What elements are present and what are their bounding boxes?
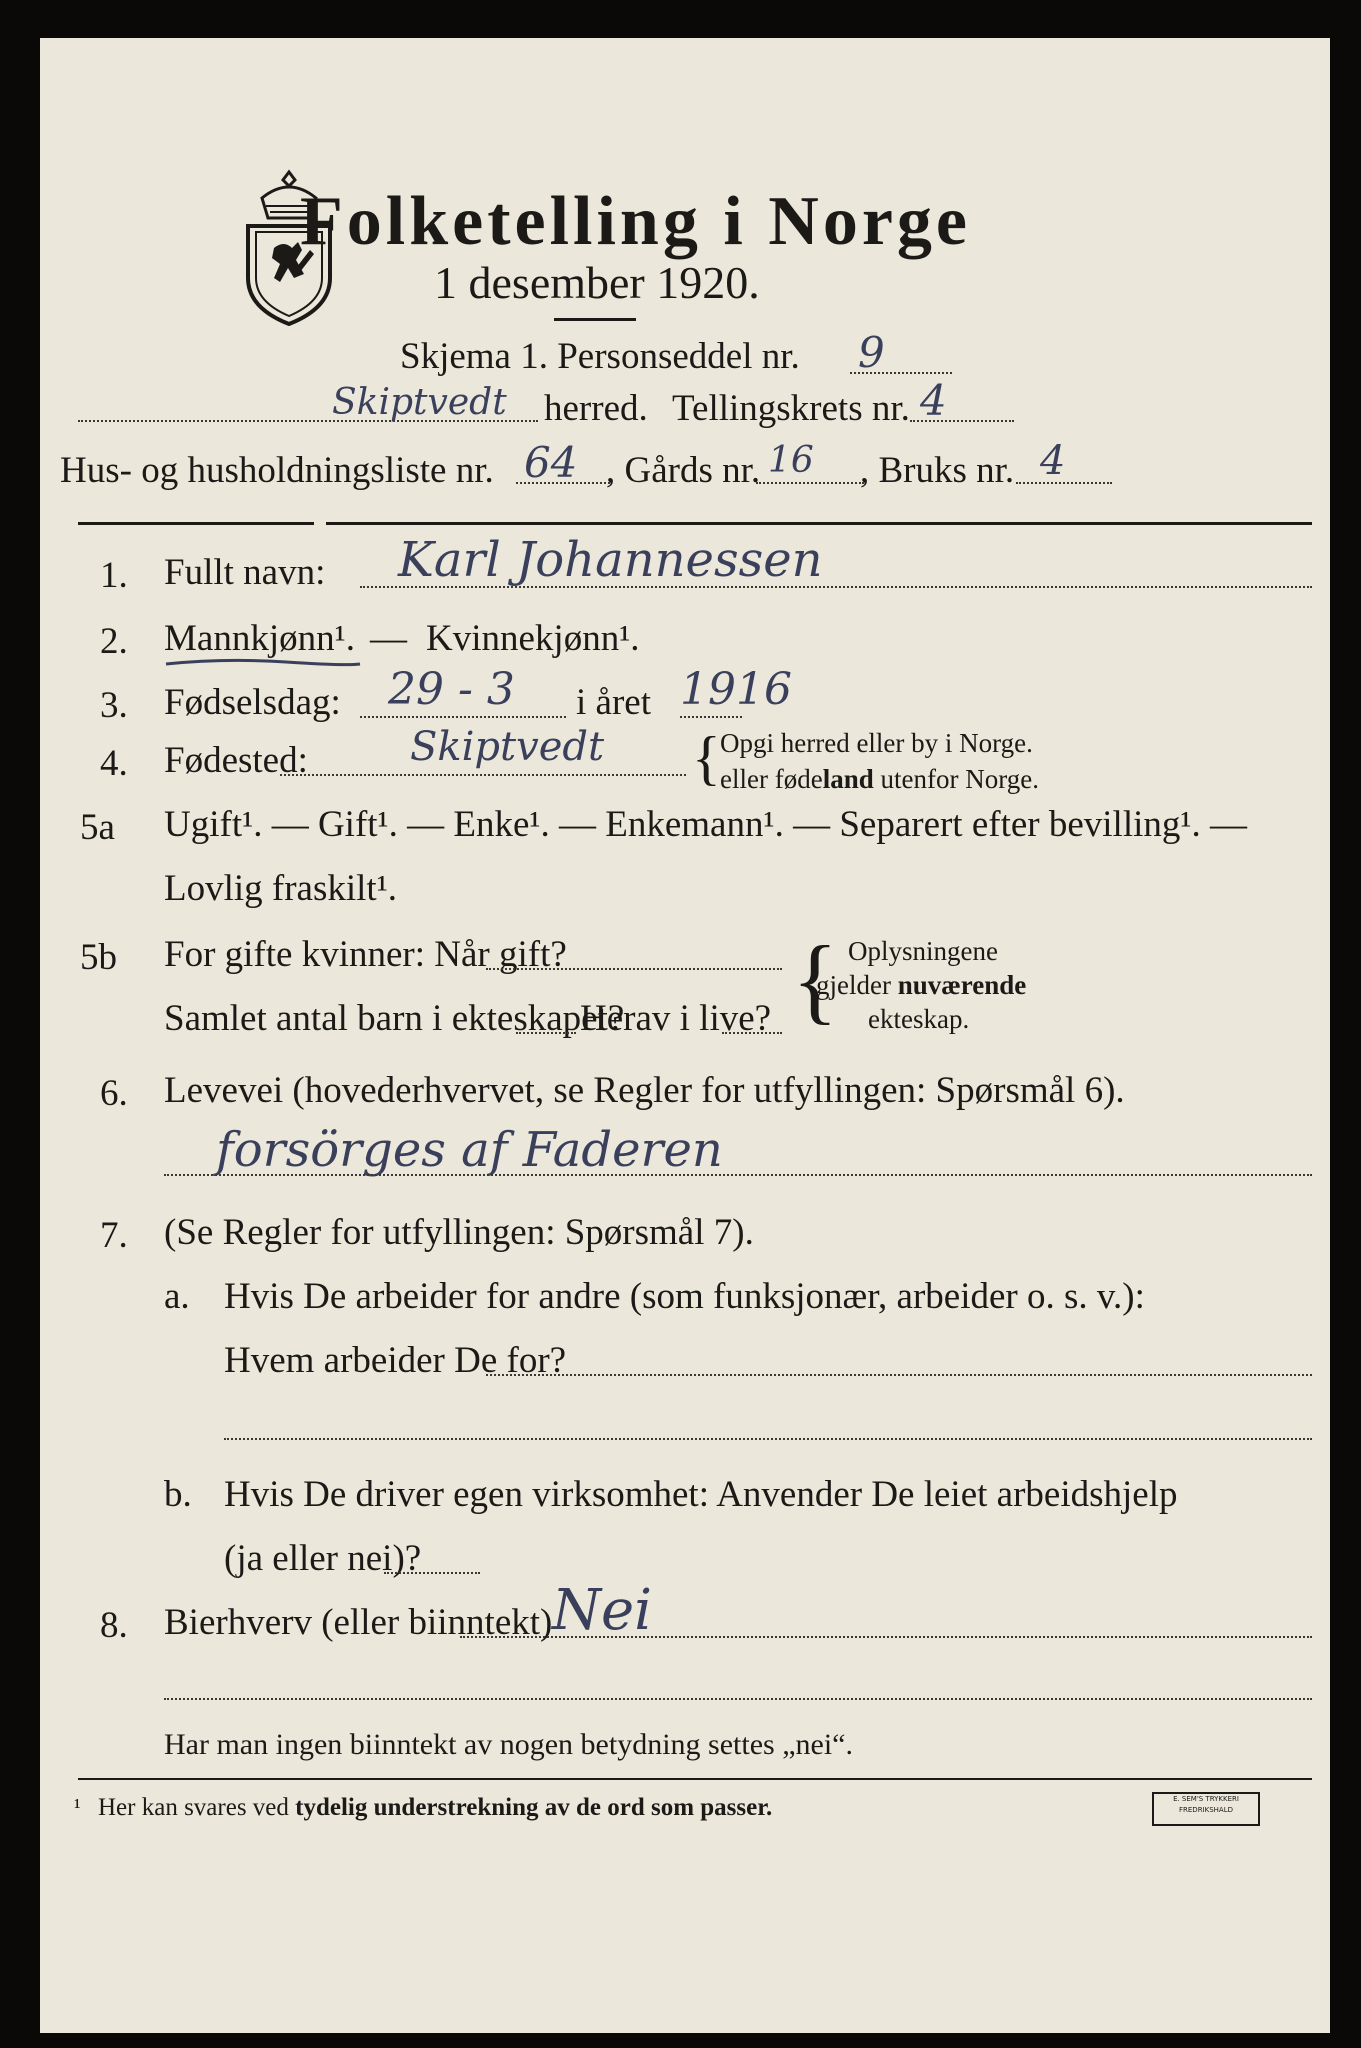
q5b-alive-line: [722, 1032, 782, 1034]
birthdate-value[interactable]: 29 - 3: [388, 664, 515, 715]
gender-male-option[interactable]: Mannkjønn¹.: [164, 618, 355, 659]
q5b-note1: Oplysningene: [848, 936, 998, 966]
footnote-text: [98, 1794, 772, 1822]
q7a-answer-line2: [224, 1438, 1312, 1440]
header-rule-left: [78, 522, 314, 525]
q4-note-line2: [720, 766, 1039, 793]
footnote-text-bold: tydelig understrekning av de ord som passer.: [295, 1794, 773, 1821]
bruks-label: , Bruks nr.: [860, 450, 1015, 491]
q5b-number: 5b: [80, 937, 117, 978]
krets-label: Tellingskrets nr.: [672, 388, 910, 429]
gender-dash: —: [370, 618, 407, 659]
q4-note-line1: Opgi herred eller by i Norge.: [720, 728, 1033, 758]
income-note: Har man ingen biinntekt av nogen betydning settes „nei“.: [164, 1728, 853, 1761]
q5b-note2: [816, 972, 1026, 999]
q5b-note3: ekteskap.: [868, 1004, 970, 1034]
krets-value[interactable]: 4: [920, 376, 947, 425]
q3-label: Fødselsdag:: [164, 682, 341, 723]
q1-number: 1.: [100, 555, 128, 596]
marital-status-options[interactable]: Ugift¹. — Gift¹. — Enke¹. — Enkemann¹. — Separert efter bevilling¹. —: [164, 804, 1247, 845]
q5b-children-line: [516, 1032, 576, 1034]
header-rule-right: [326, 522, 1312, 525]
q8-line2: [164, 1698, 1312, 1700]
stamp-line1: E. SEM'S TRYKKERI: [1173, 1795, 1239, 1803]
q7a-line2: Hvem arbeider De for?: [224, 1340, 567, 1381]
q4-note-text-a: eller føde: [720, 764, 823, 794]
gards-line: [756, 482, 864, 484]
q6-line: [164, 1174, 1312, 1176]
gender-female-option[interactable]: Kvinnekjønn¹.: [426, 618, 640, 659]
census-form: [40, 38, 1330, 2033]
gards-label: , Gårds nr.: [606, 450, 761, 491]
q3-year-line: [680, 716, 742, 718]
footer-rule: [78, 1778, 1312, 1780]
footnote-mark: ¹: [74, 1794, 81, 1819]
full-name-value[interactable]: Karl Johannessen: [398, 532, 823, 588]
q5b-note2-text: gjelder: [816, 970, 898, 1000]
title-divider: [554, 318, 636, 321]
q8-label: Bierhverv (eller biinntekt): [164, 1602, 553, 1643]
q7-label: (Se Regler for utfyllingen: Spørsmål 7).: [164, 1212, 754, 1253]
q4-note-text-bold: land: [822, 764, 874, 794]
q3-number: 3.: [100, 685, 128, 726]
census-date: 1 desember 1920.: [434, 257, 760, 308]
q7a-letter: a.: [164, 1276, 190, 1317]
q7b-letter: b.: [164, 1474, 192, 1515]
schema-label: Skjema 1. Personseddel nr.: [400, 336, 800, 377]
q6-number: 6.: [100, 1073, 128, 1114]
gards-value[interactable]: 16: [768, 440, 814, 481]
q7-number: 7.: [100, 1215, 128, 1256]
footnote-text-a: Her kan svares ved: [98, 1794, 296, 1821]
hus-label: Hus- og husholdningsliste nr.: [60, 450, 494, 491]
q5b-children-label: Samlet antal barn i ekteskapet?: [164, 998, 625, 1039]
q6-label: Levevei (hovederhvervet, se Regler for utfyllingen: Spørsmål 6).: [164, 1070, 1125, 1111]
q7a-line1: Hvis De arbeider for andre (som funksjonær, arbeider o. s. v.):: [224, 1276, 1145, 1317]
birthplace-value[interactable]: Skiptvedt: [410, 724, 605, 770]
form-title: Folketelling i Norge: [300, 183, 972, 260]
q7b-line2: (ja eller nei)?: [224, 1538, 422, 1579]
q5b-note2-bold: nuværende: [897, 970, 1027, 1000]
year-label: i året: [576, 682, 651, 723]
q7b-line1: Hvis De driver egen virksomhet: Anvender De leiet arbeidshjelp: [224, 1474, 1178, 1515]
schema-number[interactable]: 9: [858, 328, 885, 377]
q3-day-line: [360, 716, 566, 718]
q4-note-text-c: utenfor Norge.: [873, 764, 1039, 794]
male-underline-mark: [164, 654, 364, 670]
occupation-value[interactable]: forsörges af Faderen: [216, 1122, 723, 1178]
q5b-married-label: For gifte kvinner: Når gift?: [164, 934, 567, 975]
q4-line: [280, 774, 686, 776]
hus-value[interactable]: 64: [524, 438, 578, 487]
q5b-brace: {: [792, 926, 839, 1033]
q2-number: 2.: [100, 621, 128, 662]
herred-label: herred.: [544, 388, 648, 429]
bruks-value[interactable]: 4: [1040, 438, 1066, 484]
stamp-line2: FREDRIKSHALD: [1178, 1806, 1233, 1814]
q7a-answer-line: [486, 1374, 1312, 1376]
q5a-number: 5a: [80, 807, 115, 848]
q5b-married-line: [486, 968, 782, 970]
q5b-alive-label: Herav i live?: [580, 998, 772, 1039]
marital-status-divorced[interactable]: Lovlig fraskilt¹.: [164, 868, 398, 909]
printer-stamp: [1152, 1792, 1260, 1826]
q4-label: Fødested:: [164, 740, 308, 781]
q4-number: 4.: [100, 743, 128, 784]
q4-brace: {: [692, 725, 721, 791]
herred-value[interactable]: Skiptvedt: [332, 382, 507, 423]
q1-label: Fullt navn:: [164, 552, 326, 593]
side-income-value[interactable]: Nei: [552, 1578, 653, 1643]
q7b-answer-line: [384, 1572, 480, 1574]
q8-number: 8.: [100, 1605, 128, 1646]
birth-year-value[interactable]: 1916: [680, 664, 792, 715]
